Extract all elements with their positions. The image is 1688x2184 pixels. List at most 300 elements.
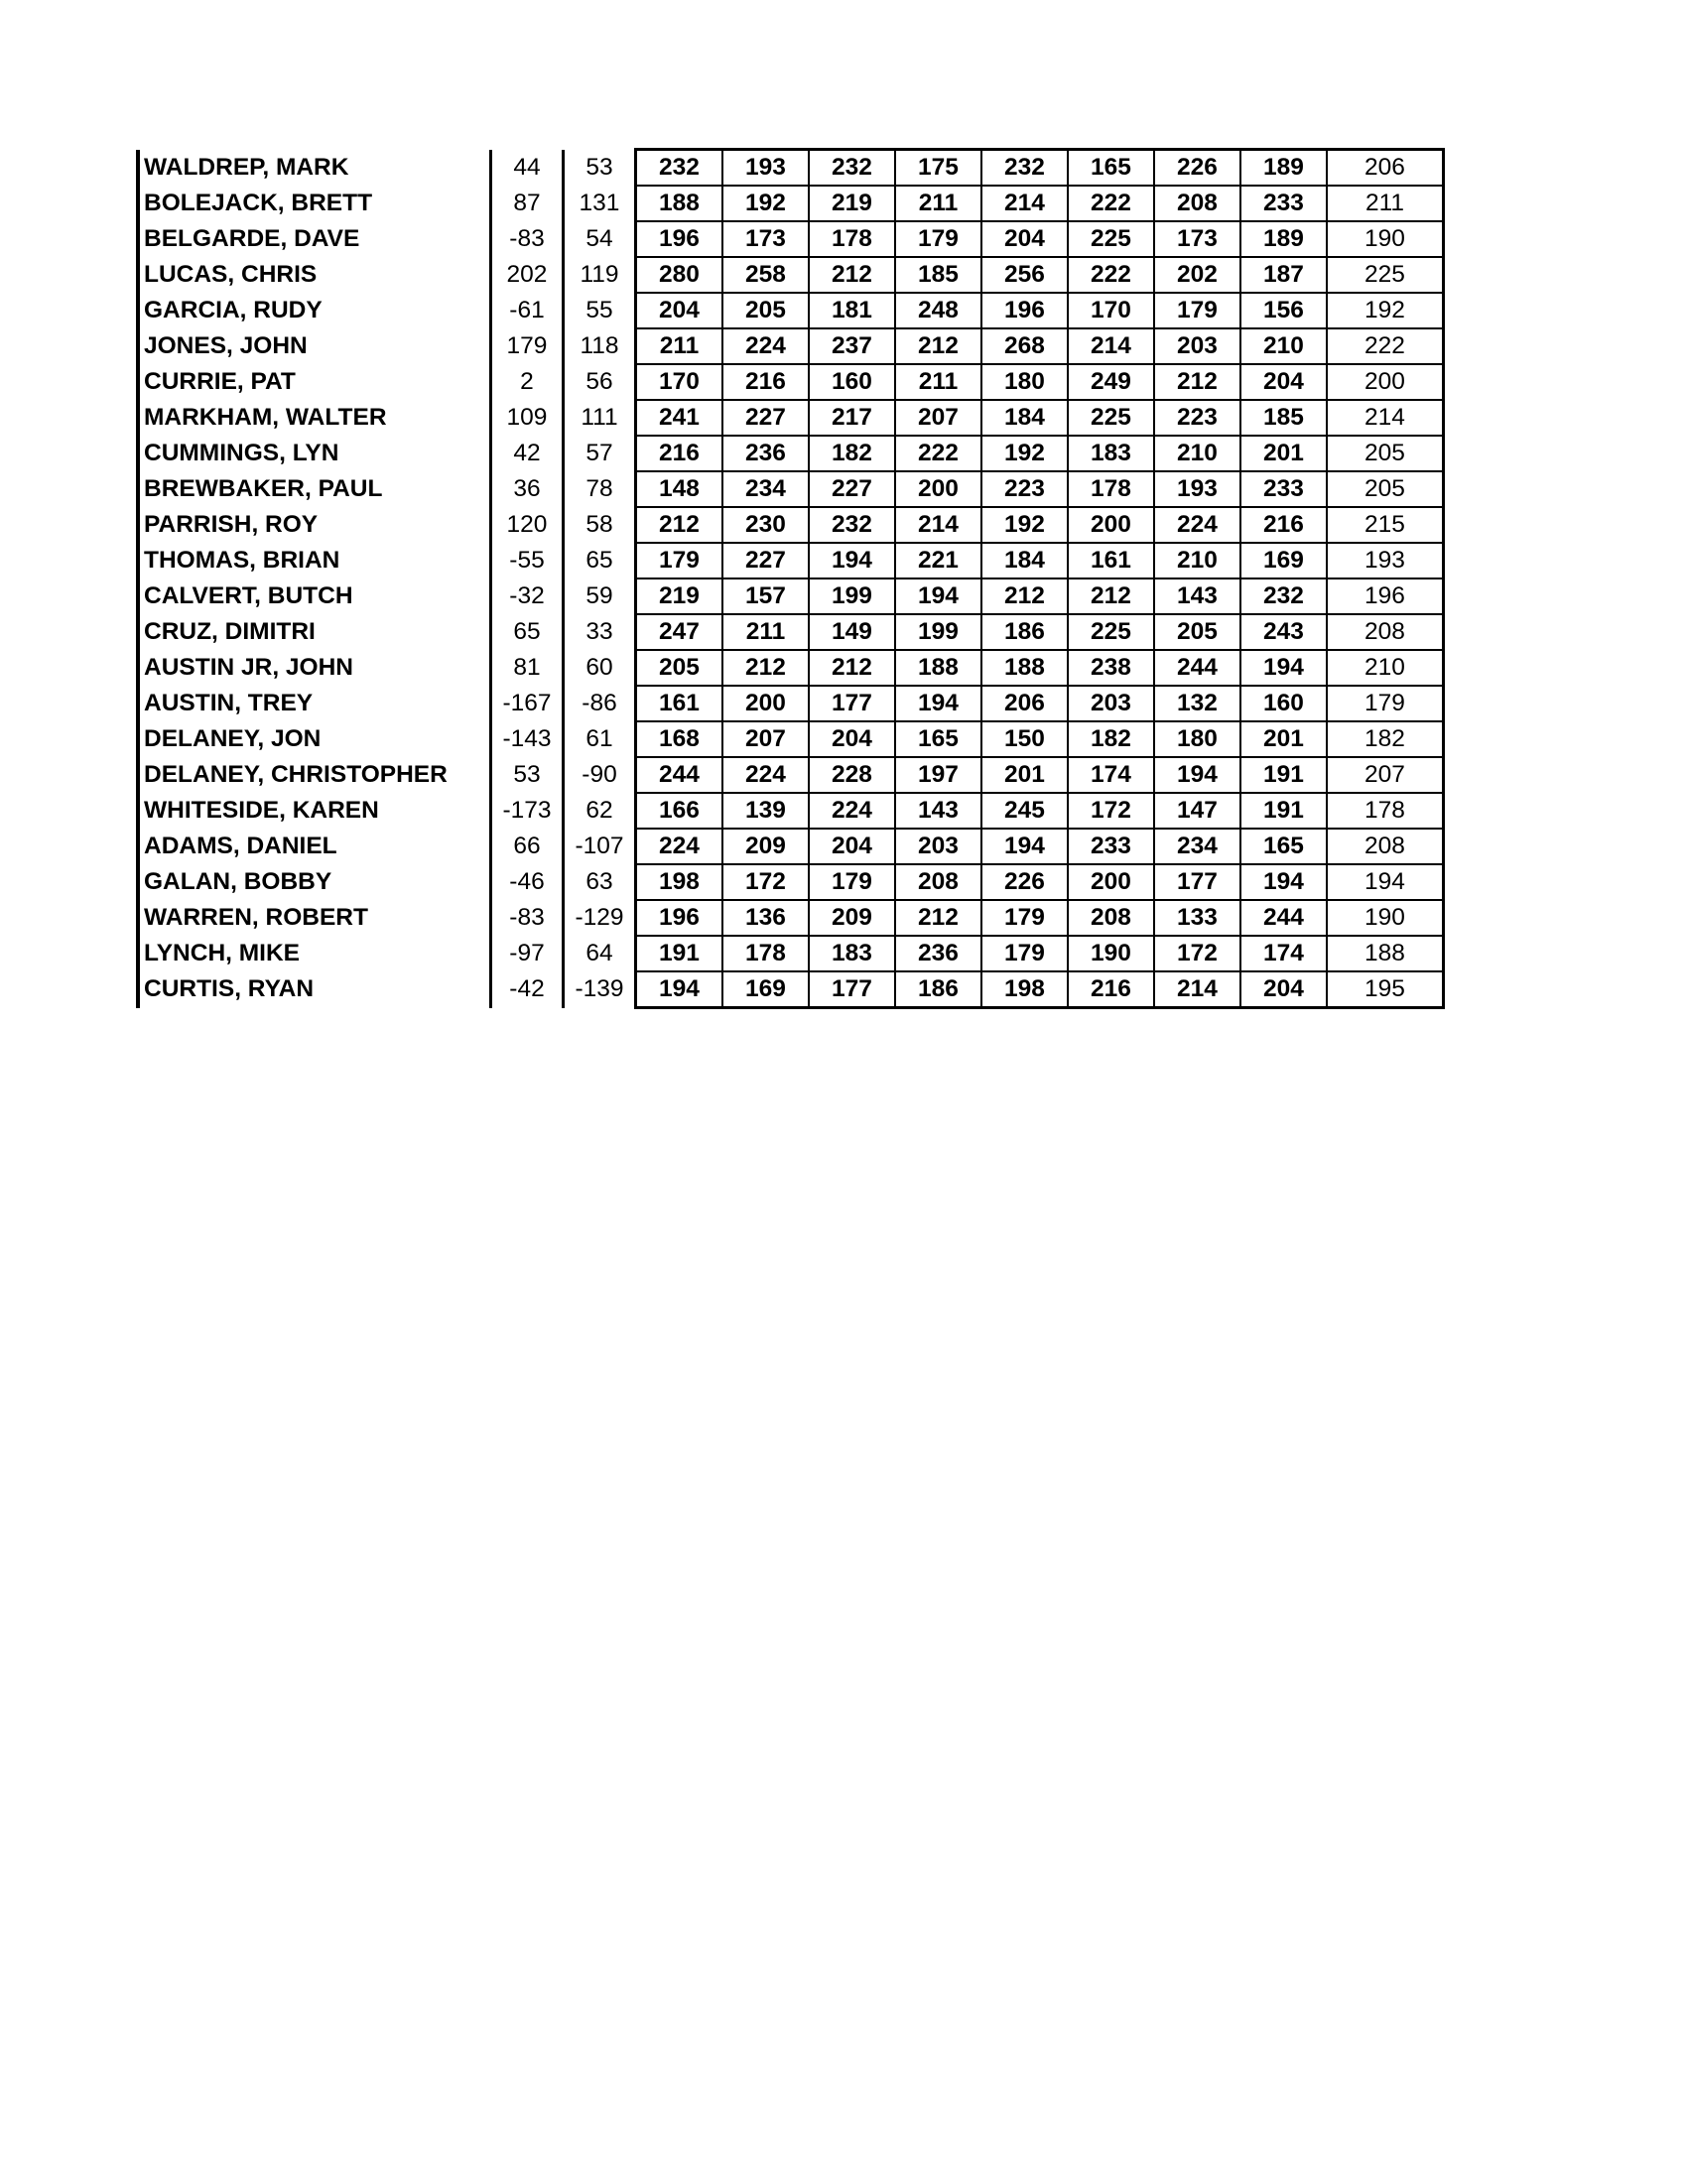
player-name-cell: BELGARDE, DAVE xyxy=(138,221,491,257)
game-score-cell: 193 xyxy=(1154,471,1240,507)
value-cell-1: -83 xyxy=(491,221,564,257)
game-score-cell: 207 xyxy=(895,400,981,436)
game-score-cell: 225 xyxy=(1068,400,1154,436)
game-score-cell: 170 xyxy=(1068,293,1154,328)
player-name-cell: LYNCH, MIKE xyxy=(138,936,491,971)
game-score-cell: 147 xyxy=(1154,793,1240,829)
game-score-cell: 224 xyxy=(1154,507,1240,543)
game-score-cell: 150 xyxy=(981,721,1068,757)
player-name-cell: DELANEY, JON xyxy=(138,721,491,757)
game-score-cell: 189 xyxy=(1240,150,1327,187)
game-score-cell: 180 xyxy=(1154,721,1240,757)
game-score-cell: 208 xyxy=(1068,900,1154,936)
game-score-cell: 225 xyxy=(1068,614,1154,650)
value-cell-1: 202 xyxy=(491,257,564,293)
game-score-cell: 170 xyxy=(636,364,723,400)
game-score-cell: 208 xyxy=(895,864,981,900)
game-score-cell: 133 xyxy=(1154,900,1240,936)
average-cell: 210 xyxy=(1327,650,1444,686)
game-score-cell: 224 xyxy=(722,757,809,793)
table-row xyxy=(138,971,1444,1008)
game-score-cell: 179 xyxy=(981,900,1068,936)
game-score-cell: 182 xyxy=(1068,721,1154,757)
value-cell-2: 119 xyxy=(564,257,636,293)
game-score-cell: 192 xyxy=(722,186,809,221)
game-score-cell: 227 xyxy=(722,543,809,578)
game-score-cell: 244 xyxy=(1240,900,1327,936)
value-cell-2: 131 xyxy=(564,186,636,221)
game-score-cell: 166 xyxy=(636,793,723,829)
game-score-cell: 230 xyxy=(722,507,809,543)
game-score-cell: 157 xyxy=(722,578,809,614)
average-cell: 214 xyxy=(1327,400,1444,436)
table-row xyxy=(138,721,1444,757)
table-row xyxy=(138,186,1444,221)
game-score-cell: 180 xyxy=(981,364,1068,400)
average-cell: 190 xyxy=(1327,900,1444,936)
value-cell-2: 64 xyxy=(564,936,636,971)
game-score-cell: 238 xyxy=(1068,650,1154,686)
table-row xyxy=(138,757,1444,793)
game-score-cell: 172 xyxy=(1154,936,1240,971)
game-score-cell: 156 xyxy=(1240,293,1327,328)
table-row xyxy=(138,686,1444,721)
game-score-cell: 214 xyxy=(895,507,981,543)
game-score-cell: 227 xyxy=(722,400,809,436)
game-score-cell: 196 xyxy=(981,293,1068,328)
table-row xyxy=(138,257,1444,293)
player-name-cell: CURRIE, PAT xyxy=(138,364,491,400)
table-row xyxy=(138,578,1444,614)
game-score-cell: 221 xyxy=(895,543,981,578)
game-score-cell: 211 xyxy=(722,614,809,650)
game-score-cell: 193 xyxy=(722,150,809,187)
value-cell-2: 65 xyxy=(564,543,636,578)
game-score-cell: 139 xyxy=(722,793,809,829)
game-score-cell: 280 xyxy=(636,257,723,293)
game-score-cell: 183 xyxy=(809,936,895,971)
game-score-cell: 233 xyxy=(1068,829,1154,864)
average-cell: 205 xyxy=(1327,471,1444,507)
game-score-cell: 226 xyxy=(1154,150,1240,187)
game-score-cell: 217 xyxy=(809,400,895,436)
game-score-cell: 165 xyxy=(1068,150,1154,187)
table-row xyxy=(138,400,1444,436)
value-cell-1: 66 xyxy=(491,829,564,864)
game-score-cell: 232 xyxy=(636,150,723,187)
game-score-cell: 191 xyxy=(1240,757,1327,793)
game-score-cell: 222 xyxy=(1068,257,1154,293)
game-score-cell: 178 xyxy=(809,221,895,257)
game-score-cell: 175 xyxy=(895,150,981,187)
average-cell: 193 xyxy=(1327,543,1444,578)
game-score-cell: 177 xyxy=(809,686,895,721)
game-score-cell: 194 xyxy=(895,686,981,721)
game-score-cell: 161 xyxy=(636,686,723,721)
value-cell-1: -32 xyxy=(491,578,564,614)
player-name-cell: WHITESIDE, KAREN xyxy=(138,793,491,829)
game-score-cell: 194 xyxy=(809,543,895,578)
value-cell-1: -55 xyxy=(491,543,564,578)
game-score-cell: 160 xyxy=(1240,686,1327,721)
game-score-cell: 203 xyxy=(1068,686,1154,721)
game-score-cell: 212 xyxy=(895,328,981,364)
game-score-cell: 188 xyxy=(895,650,981,686)
value-cell-2: -90 xyxy=(564,757,636,793)
game-score-cell: 234 xyxy=(1154,829,1240,864)
game-score-cell: 205 xyxy=(722,293,809,328)
game-score-cell: 210 xyxy=(1240,328,1327,364)
game-score-cell: 236 xyxy=(722,436,809,471)
game-score-cell: 214 xyxy=(981,186,1068,221)
game-score-cell: 189 xyxy=(1240,221,1327,257)
game-score-cell: 204 xyxy=(636,293,723,328)
game-score-cell: 178 xyxy=(1068,471,1154,507)
value-cell-2: 63 xyxy=(564,864,636,900)
average-cell: 211 xyxy=(1327,186,1444,221)
game-score-cell: 198 xyxy=(636,864,723,900)
game-score-cell: 203 xyxy=(1154,328,1240,364)
player-name-cell: CALVERT, BUTCH xyxy=(138,578,491,614)
game-score-cell: 188 xyxy=(981,650,1068,686)
player-name-cell: JONES, JOHN xyxy=(138,328,491,364)
game-score-cell: 207 xyxy=(722,721,809,757)
player-name-cell: LUCAS, CHRIS xyxy=(138,257,491,293)
game-score-cell: 179 xyxy=(809,864,895,900)
average-cell: 190 xyxy=(1327,221,1444,257)
game-score-cell: 199 xyxy=(895,614,981,650)
game-score-cell: 234 xyxy=(722,471,809,507)
game-score-cell: 172 xyxy=(1068,793,1154,829)
table-row xyxy=(138,829,1444,864)
average-cell: 179 xyxy=(1327,686,1444,721)
value-cell-1: 109 xyxy=(491,400,564,436)
game-score-cell: 168 xyxy=(636,721,723,757)
game-score-cell: 219 xyxy=(636,578,723,614)
player-name-cell: DELANEY, CHRISTOPHER xyxy=(138,757,491,793)
game-score-cell: 233 xyxy=(1240,186,1327,221)
player-name-cell: WARREN, ROBERT xyxy=(138,900,491,936)
value-cell-1: -167 xyxy=(491,686,564,721)
game-score-cell: 223 xyxy=(981,471,1068,507)
game-score-cell: 232 xyxy=(809,150,895,187)
game-score-cell: 206 xyxy=(981,686,1068,721)
game-score-cell: 212 xyxy=(895,900,981,936)
game-score-cell: 177 xyxy=(809,971,895,1008)
game-score-cell: 202 xyxy=(1154,257,1240,293)
game-score-cell: 194 xyxy=(1240,864,1327,900)
game-score-cell: 204 xyxy=(1240,971,1327,1008)
game-score-cell: 182 xyxy=(809,436,895,471)
value-cell-1: -143 xyxy=(491,721,564,757)
table-row xyxy=(138,543,1444,578)
value-cell-2: 33 xyxy=(564,614,636,650)
table-row xyxy=(138,900,1444,936)
game-score-cell: 232 xyxy=(1240,578,1327,614)
game-score-cell: 179 xyxy=(1154,293,1240,328)
average-cell: 188 xyxy=(1327,936,1444,971)
value-cell-2: -139 xyxy=(564,971,636,1008)
value-cell-2: 57 xyxy=(564,436,636,471)
game-score-cell: 228 xyxy=(809,757,895,793)
game-score-cell: 224 xyxy=(722,328,809,364)
game-score-cell: 212 xyxy=(722,650,809,686)
player-name-cell: AUSTIN, TREY xyxy=(138,686,491,721)
average-cell: 192 xyxy=(1327,293,1444,328)
game-score-cell: 160 xyxy=(809,364,895,400)
table-row xyxy=(138,221,1444,257)
game-score-cell: 192 xyxy=(981,507,1068,543)
value-cell-2: 55 xyxy=(564,293,636,328)
value-cell-2: -107 xyxy=(564,829,636,864)
game-score-cell: 233 xyxy=(1240,471,1327,507)
game-score-cell: 197 xyxy=(895,757,981,793)
game-score-cell: 172 xyxy=(722,864,809,900)
table-row xyxy=(138,436,1444,471)
game-score-cell: 204 xyxy=(809,829,895,864)
game-score-cell: 196 xyxy=(636,900,723,936)
player-name-cell: BREWBAKER, PAUL xyxy=(138,471,491,507)
average-cell: 225 xyxy=(1327,257,1444,293)
game-score-cell: 179 xyxy=(895,221,981,257)
player-name-cell: CRUZ, DIMITRI xyxy=(138,614,491,650)
game-score-cell: 169 xyxy=(1240,543,1327,578)
game-score-cell: 203 xyxy=(895,829,981,864)
player-name-cell: GALAN, BOBBY xyxy=(138,864,491,900)
game-score-cell: 204 xyxy=(981,221,1068,257)
game-score-cell: 185 xyxy=(895,257,981,293)
game-score-cell: 190 xyxy=(1068,936,1154,971)
game-score-cell: 200 xyxy=(895,471,981,507)
game-score-cell: 209 xyxy=(809,900,895,936)
value-cell-2: -129 xyxy=(564,900,636,936)
game-score-cell: 212 xyxy=(809,257,895,293)
table-row xyxy=(138,471,1444,507)
game-score-cell: 188 xyxy=(636,186,723,221)
game-score-cell: 198 xyxy=(981,971,1068,1008)
player-name-cell: GARCIA, RUDY xyxy=(138,293,491,328)
value-cell-1: 179 xyxy=(491,328,564,364)
table-row xyxy=(138,293,1444,328)
game-score-cell: 132 xyxy=(1154,686,1240,721)
player-name-cell: BOLEJACK, BRETT xyxy=(138,186,491,221)
game-score-cell: 194 xyxy=(636,971,723,1008)
table-row xyxy=(138,864,1444,900)
game-score-cell: 249 xyxy=(1068,364,1154,400)
game-score-cell: 201 xyxy=(981,757,1068,793)
game-score-cell: 212 xyxy=(1154,364,1240,400)
game-score-cell: 205 xyxy=(636,650,723,686)
average-cell: 207 xyxy=(1327,757,1444,793)
game-score-cell: 199 xyxy=(809,578,895,614)
game-score-cell: 165 xyxy=(895,721,981,757)
game-score-cell: 201 xyxy=(1240,721,1327,757)
game-score-cell: 191 xyxy=(636,936,723,971)
game-score-cell: 232 xyxy=(981,150,1068,187)
game-score-cell: 210 xyxy=(1154,543,1240,578)
value-cell-2: 61 xyxy=(564,721,636,757)
game-score-cell: 205 xyxy=(1154,614,1240,650)
player-name-cell: PARRISH, ROY xyxy=(138,507,491,543)
game-score-cell: 216 xyxy=(1240,507,1327,543)
value-cell-1: 81 xyxy=(491,650,564,686)
average-cell: 208 xyxy=(1327,829,1444,864)
game-score-cell: 185 xyxy=(1240,400,1327,436)
game-score-cell: 236 xyxy=(895,936,981,971)
player-name-cell: WALDREP, MARK xyxy=(138,150,491,187)
game-score-cell: 200 xyxy=(1068,507,1154,543)
average-cell: 205 xyxy=(1327,436,1444,471)
game-score-cell: 222 xyxy=(1068,186,1154,221)
game-score-cell: 219 xyxy=(809,186,895,221)
average-cell: 194 xyxy=(1327,864,1444,900)
value-cell-1: 2 xyxy=(491,364,564,400)
value-cell-1: 65 xyxy=(491,614,564,650)
game-score-cell: 186 xyxy=(981,614,1068,650)
average-cell: 215 xyxy=(1327,507,1444,543)
game-score-cell: 245 xyxy=(981,793,1068,829)
game-score-cell: 214 xyxy=(1154,971,1240,1008)
game-score-cell: 216 xyxy=(722,364,809,400)
game-score-cell: 241 xyxy=(636,400,723,436)
game-score-cell: 149 xyxy=(809,614,895,650)
table-row xyxy=(138,507,1444,543)
game-score-cell: 214 xyxy=(1068,328,1154,364)
value-cell-1: -42 xyxy=(491,971,564,1008)
game-score-cell: 223 xyxy=(1154,400,1240,436)
table-row xyxy=(138,614,1444,650)
game-score-cell: 179 xyxy=(981,936,1068,971)
game-score-cell: 194 xyxy=(1240,650,1327,686)
value-cell-2: 78 xyxy=(564,471,636,507)
value-cell-2: 59 xyxy=(564,578,636,614)
game-score-cell: 222 xyxy=(895,436,981,471)
average-cell: 206 xyxy=(1327,150,1444,187)
table-row xyxy=(138,793,1444,829)
value-cell-2: 60 xyxy=(564,650,636,686)
game-score-cell: 169 xyxy=(722,971,809,1008)
value-cell-2: -86 xyxy=(564,686,636,721)
average-cell: 195 xyxy=(1327,971,1444,1008)
game-score-cell: 244 xyxy=(1154,650,1240,686)
game-score-cell: 161 xyxy=(1068,543,1154,578)
game-score-cell: 143 xyxy=(895,793,981,829)
game-score-cell: 224 xyxy=(636,829,723,864)
game-score-cell: 200 xyxy=(722,686,809,721)
game-score-cell: 184 xyxy=(981,400,1068,436)
game-score-cell: 148 xyxy=(636,471,723,507)
game-score-cell: 196 xyxy=(636,221,723,257)
game-score-cell: 174 xyxy=(1068,757,1154,793)
game-score-cell: 208 xyxy=(1154,186,1240,221)
player-name-cell: CURTIS, RYAN xyxy=(138,971,491,1008)
game-score-cell: 224 xyxy=(809,793,895,829)
game-score-cell: 191 xyxy=(1240,793,1327,829)
table-row xyxy=(138,328,1444,364)
game-score-cell: 211 xyxy=(895,186,981,221)
game-score-cell: 248 xyxy=(895,293,981,328)
game-score-cell: 143 xyxy=(1154,578,1240,614)
game-score-cell: 212 xyxy=(1068,578,1154,614)
player-name-cell: THOMAS, BRIAN xyxy=(138,543,491,578)
game-score-cell: 247 xyxy=(636,614,723,650)
game-score-cell: 181 xyxy=(809,293,895,328)
game-score-cell: 211 xyxy=(636,328,723,364)
game-score-cell: 179 xyxy=(636,543,723,578)
game-score-cell: 232 xyxy=(809,507,895,543)
value-cell-1: 53 xyxy=(491,757,564,793)
game-score-cell: 227 xyxy=(809,471,895,507)
table-row xyxy=(138,936,1444,971)
average-cell: 200 xyxy=(1327,364,1444,400)
value-cell-2: 118 xyxy=(564,328,636,364)
game-score-cell: 216 xyxy=(636,436,723,471)
average-cell: 222 xyxy=(1327,328,1444,364)
average-cell: 182 xyxy=(1327,721,1444,757)
value-cell-1: 36 xyxy=(491,471,564,507)
average-cell: 196 xyxy=(1327,578,1444,614)
table-row xyxy=(138,364,1444,400)
game-score-cell: 216 xyxy=(1068,971,1154,1008)
value-cell-1: -173 xyxy=(491,793,564,829)
game-score-cell: 165 xyxy=(1240,829,1327,864)
value-cell-2: 56 xyxy=(564,364,636,400)
value-cell-1: 87 xyxy=(491,186,564,221)
game-score-cell: 184 xyxy=(981,543,1068,578)
game-score-cell: 209 xyxy=(722,829,809,864)
value-cell-2: 54 xyxy=(564,221,636,257)
game-score-cell: 177 xyxy=(1154,864,1240,900)
value-cell-1: 44 xyxy=(491,150,564,187)
game-score-cell: 204 xyxy=(1240,364,1327,400)
game-score-cell: 225 xyxy=(1068,221,1154,257)
game-score-cell: 212 xyxy=(809,650,895,686)
game-score-cell: 186 xyxy=(895,971,981,1008)
game-score-cell: 237 xyxy=(809,328,895,364)
game-score-cell: 194 xyxy=(981,829,1068,864)
value-cell-1: -83 xyxy=(491,900,564,936)
value-cell-1: 120 xyxy=(491,507,564,543)
game-score-cell: 210 xyxy=(1154,436,1240,471)
game-score-cell: 178 xyxy=(722,936,809,971)
value-cell-1: -61 xyxy=(491,293,564,328)
game-score-cell: 194 xyxy=(1154,757,1240,793)
game-score-cell: 268 xyxy=(981,328,1068,364)
player-name-cell: AUSTIN JR, JOHN xyxy=(138,650,491,686)
game-score-cell: 173 xyxy=(722,221,809,257)
game-score-cell: 194 xyxy=(895,578,981,614)
value-cell-1: -97 xyxy=(491,936,564,971)
game-score-cell: 192 xyxy=(981,436,1068,471)
game-score-cell: 211 xyxy=(895,364,981,400)
game-score-cell: 256 xyxy=(981,257,1068,293)
average-cell: 178 xyxy=(1327,793,1444,829)
value-cell-1: 42 xyxy=(491,436,564,471)
player-name-cell: CUMMINGS, LYN xyxy=(138,436,491,471)
game-score-cell: 200 xyxy=(1068,864,1154,900)
table-row xyxy=(138,150,1444,187)
game-score-cell: 212 xyxy=(981,578,1068,614)
game-score-cell: 173 xyxy=(1154,221,1240,257)
table-row xyxy=(138,650,1444,686)
player-name-cell: ADAMS, DANIEL xyxy=(138,829,491,864)
game-score-cell: 136 xyxy=(722,900,809,936)
game-score-cell: 174 xyxy=(1240,936,1327,971)
value-cell-2: 58 xyxy=(564,507,636,543)
player-name-cell: MARKHAM, WALTER xyxy=(138,400,491,436)
game-score-cell: 204 xyxy=(809,721,895,757)
game-score-cell: 244 xyxy=(636,757,723,793)
